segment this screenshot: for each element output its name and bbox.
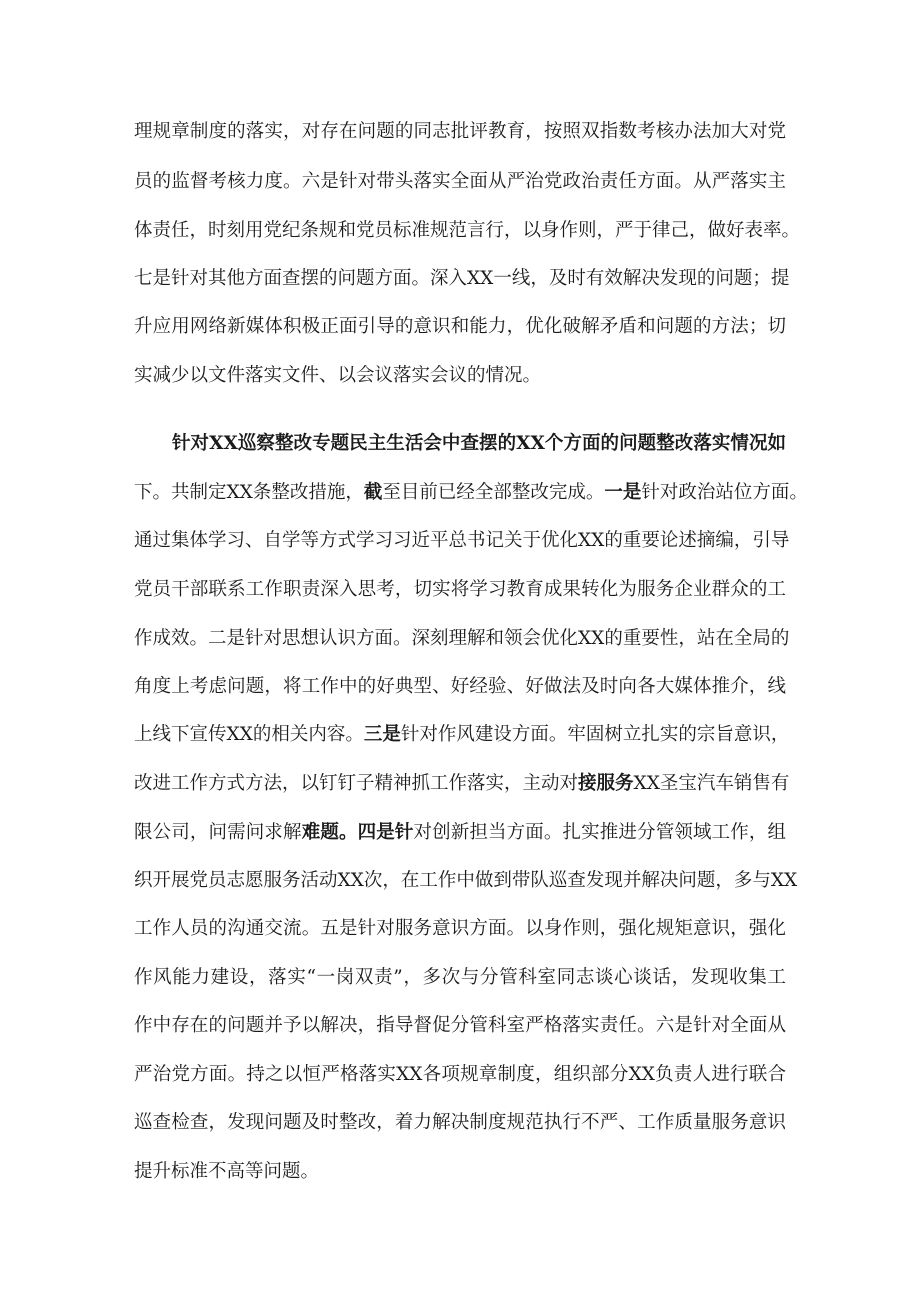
paragraph-2-line-15: 巡查检查，发现问题及时整改，着力解决制度规范执行不严、工作质量服务意识: [134, 1112, 786, 1133]
paragraph-1-line-4: 七是针对其他方面查摆的问题方面。深入XX一线，及时有效解决发现的问题；提: [134, 268, 790, 289]
bold-text-run: 难题。四是针: [301, 822, 414, 843]
paragraph-1-line-1: 理规章制度的落实，对存在问题的同志批评教育，按照双指数考核办法加大对党: [134, 121, 786, 142]
paragraph-1-line-2: 员的监督考核力度。六是针对带头落实全面从严治党政治责任方面。从严落实主: [134, 171, 786, 192]
paragraph-2-line-14: 严治党方面。持之以恒严格落实XX各项规章制度，组织部分XX负责人进行联合: [134, 1064, 786, 1085]
paragraph-2-line-16: 提升标准不高等问题。: [134, 1161, 320, 1182]
paragraph-1-line-5: 升应用网络新媒体积极正面引导的意识和能力，优化破解矛盾和问题的方法；切: [134, 316, 786, 337]
bold-text-run: 截: [363, 482, 383, 503]
paragraph-2-line-8: [134, 772, 790, 796]
paragraph-1-line-3: 体责任，时刻用党纪条规和党员标准规范言行，以身作则，严于律己，做好表率。: [134, 220, 801, 241]
paragraph-2-line-6: 角度上考虑问题，将工作中的好典型、好经验、好做法及时向各大媒体推介，线: [134, 676, 786, 697]
paragraph-2-lead: 针对XX巡察整改专题民主生活会中查摆的XX个方面的问题整改落实情况如: [172, 433, 786, 454]
paragraph-2-line-9: [134, 821, 786, 845]
text-run: 下。共制定XX条整改措施，: [134, 482, 364, 503]
paragraph-2-line-4: 党员干部联系工作职责深入思考，切实将学习教育成果转化为服务企业群众的工: [134, 579, 786, 600]
paragraph-2-line-3: 通过集体学习、自学等方式学习习近平总书记关于优化XX的重要论述摘编，引导: [134, 530, 790, 551]
text-run: 针对政治站位方面。: [641, 482, 808, 503]
paragraph-1-line-6: 实减少以文件落实文件、以会议落实会议的情况。: [134, 365, 542, 386]
text-run: 至目前已经全部整改完成。: [382, 482, 605, 503]
paragraph-2-line-7: [134, 723, 790, 747]
text-run: 限公司，问需问求解: [134, 822, 302, 843]
bold-text-run: 三是: [363, 724, 401, 745]
text-run: 改进工作方式方法，以钉钉子精神抓工作落实，主动对: [134, 773, 579, 794]
paragraph-2-line-10: 织开展党员志愿服务活动XX次，在工作中做到带队巡查发现并解决问题，多与XX: [134, 870, 798, 891]
paragraph-2-line-12: 作风能力建设，落实“一岗双责”，多次与分管科室同志谈心谈话，发现收集工: [134, 967, 786, 988]
text-run: XX圣宝汽车销售有: [633, 773, 790, 794]
text-run: 针对作风建设方面。牢固树立扎实的宗旨意识，: [400, 724, 790, 745]
paragraph-2-line-13: 作中存在的问题并予以解决，指导督促分管科室严格落实责任。六是针对全面从: [134, 1015, 786, 1036]
text-run: 上线下宣传XX的相关内容。: [134, 724, 364, 745]
text-run: 对创新担当方面。扎实推进分管领域工作，组: [413, 822, 786, 843]
bold-text-run: 一是: [604, 482, 642, 503]
paragraph-2-line-5: 作成效。二是针对思想认识方面。深刻理解和领会优化XX的重要性，站在全局的: [134, 628, 790, 649]
paragraph-2-line-2: [134, 481, 808, 505]
paragraph-2-line-11: 工作人员的沟通交流。五是针对服务意识方面。以身作则，强化规矩意识，强化: [134, 918, 786, 939]
bold-text-run: 接服务: [578, 773, 634, 794]
